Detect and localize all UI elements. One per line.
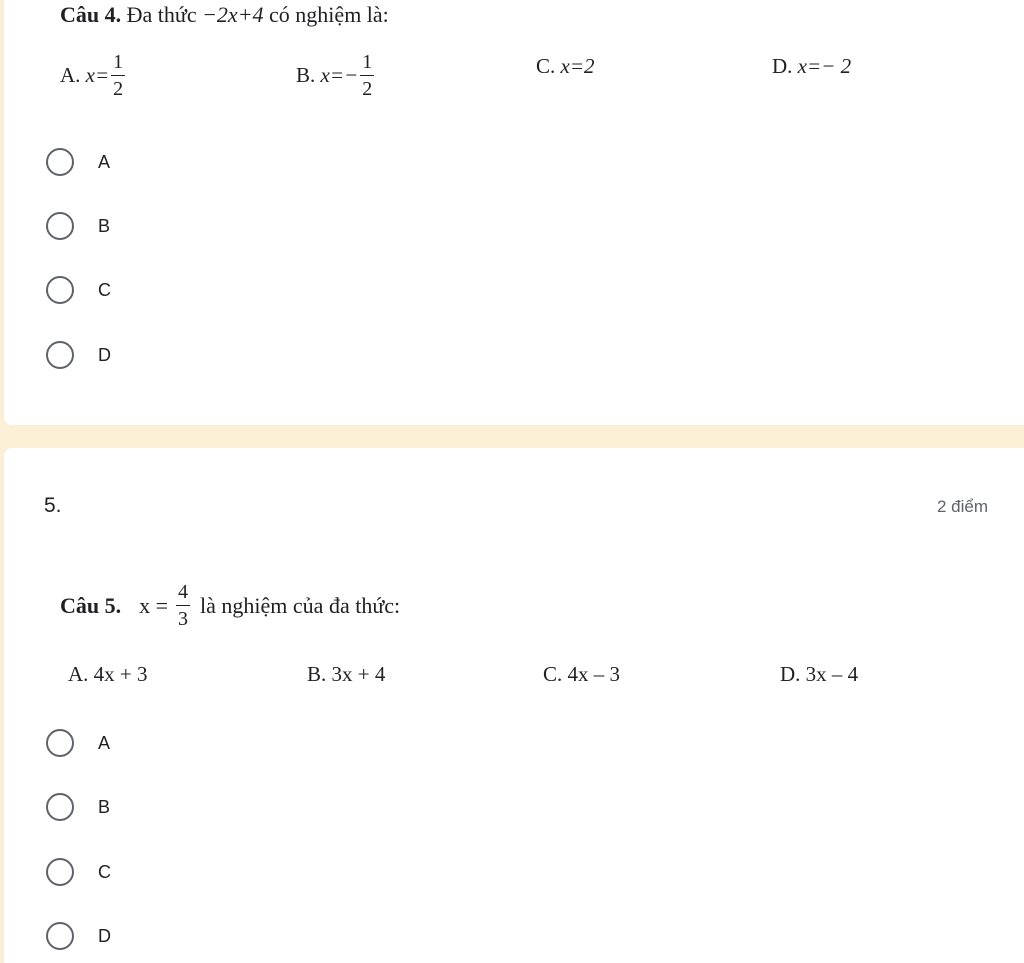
choice-label: A: [98, 732, 111, 753]
question-4-choice-d[interactable]: [46, 340, 111, 370]
choice-label: B: [98, 796, 111, 817]
fraction-numerator: 4: [176, 582, 190, 606]
fraction-denominator: 2: [362, 78, 373, 100]
question-4-suffix: có nghiệm là:: [269, 2, 389, 27]
question-5-option-c: [543, 662, 620, 687]
radio-button[interactable]: [46, 212, 74, 240]
fraction-numerator: 1: [360, 52, 374, 76]
option-letter: D.: [772, 54, 793, 78]
question-5-option-d: [780, 662, 858, 687]
question-5-choice-d[interactable]: [46, 921, 111, 951]
option-letter: B.: [296, 63, 316, 87]
question-4-choice-b[interactable]: [46, 211, 110, 241]
question-4-expression: −2x+4: [202, 2, 264, 27]
option-lhs: x=: [85, 63, 110, 87]
choice-label: A: [98, 151, 111, 172]
fraction-denominator: 3: [178, 608, 189, 630]
option-lhs: x=−: [320, 63, 359, 87]
radio-button[interactable]: [46, 793, 74, 821]
question-card-5: [4, 448, 1024, 963]
radio-button[interactable]: [46, 922, 74, 950]
question-5-option-b: [307, 662, 385, 687]
option-letter: C.: [536, 54, 556, 78]
choice-label: B: [98, 215, 111, 236]
question-5-title: [60, 582, 400, 629]
question-4-option-c: [536, 54, 595, 79]
question-5-label: Câu 5.: [60, 592, 122, 618]
question-5-option-a: [68, 662, 148, 687]
option-expression: 4x – 3: [567, 662, 621, 686]
question-5-choice-c[interactable]: [46, 857, 111, 887]
radio-button[interactable]: [46, 729, 74, 757]
option-letter: B.: [307, 662, 327, 686]
option-letter: C.: [543, 662, 563, 686]
choice-label: D: [98, 925, 111, 946]
question-5-choice-a[interactable]: [46, 728, 110, 758]
question-4-option-d: [772, 54, 851, 79]
question-4-option-b: [296, 52, 374, 99]
question-number: 5.: [44, 494, 62, 517]
question-4-option-a: [60, 52, 125, 99]
question-4-choice-a[interactable]: [46, 147, 110, 177]
option-letter: A.: [60, 63, 81, 87]
radio-button[interactable]: [46, 858, 74, 886]
radio-button[interactable]: [46, 341, 74, 369]
fraction: [360, 52, 374, 99]
option-expression: 3x – 4: [805, 662, 859, 686]
question-5-choice-b[interactable]: [46, 792, 110, 822]
option-expression: 4x + 3: [93, 662, 148, 686]
question-4-label: Câu 4.: [60, 2, 122, 27]
question-4-title: [60, 2, 389, 28]
points-label: 2 điểm: [937, 497, 989, 516]
fraction-numerator: 1: [111, 52, 125, 76]
fraction: [111, 52, 125, 99]
choice-label: C: [98, 861, 111, 882]
fraction: [176, 582, 190, 629]
radio-button[interactable]: [46, 148, 74, 176]
question-5-suffix: là nghiệm của đa thức:: [200, 592, 401, 618]
fraction-denominator: 2: [113, 78, 124, 100]
choice-label: C: [98, 279, 111, 300]
choice-label: D: [98, 344, 111, 365]
option-expression: x=2: [560, 54, 595, 78]
question-card-4: [4, 0, 1024, 425]
question-5-lhs: x =: [139, 592, 169, 618]
option-expression: 3x + 4: [331, 662, 386, 686]
option-letter: D.: [780, 662, 801, 686]
radio-button[interactable]: [46, 276, 74, 304]
option-letter: A.: [68, 662, 89, 686]
question-4-prefix: Đa thức: [126, 2, 197, 27]
option-expression: x=− 2: [797, 54, 852, 78]
question-4-choice-c[interactable]: [46, 275, 111, 305]
